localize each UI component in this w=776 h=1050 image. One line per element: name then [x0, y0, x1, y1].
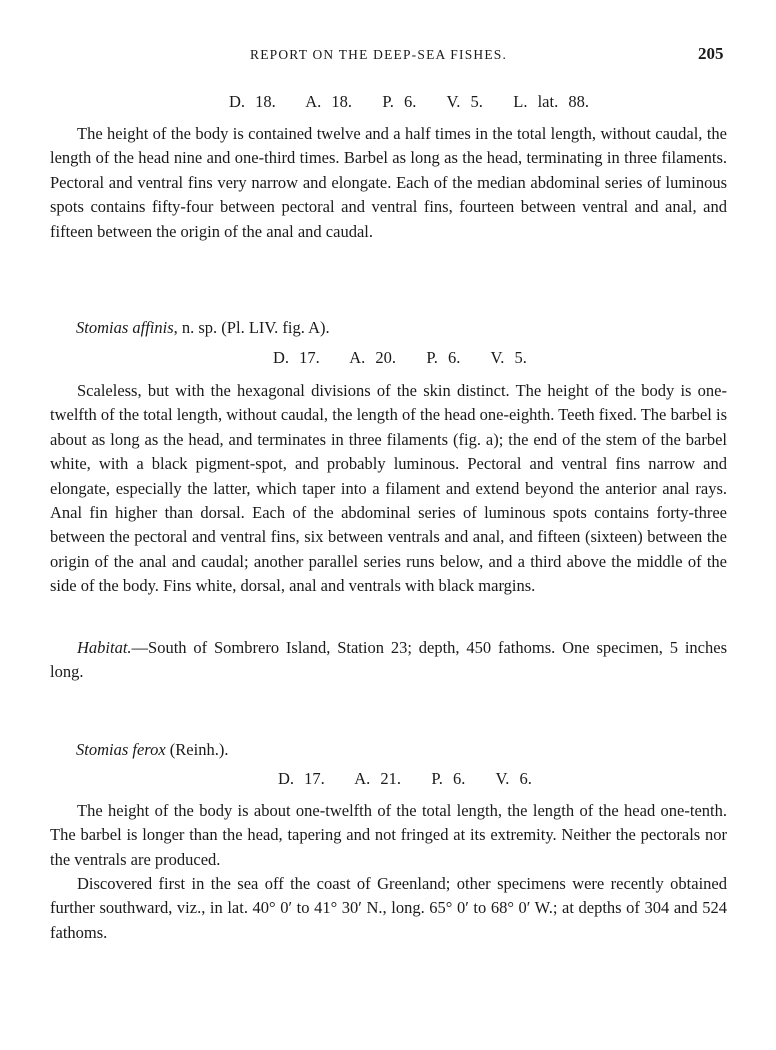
- page-number: 205: [698, 44, 724, 63]
- habitat-paragraph: [50, 636, 727, 685]
- fin-formula-1: D. 18. A. 18. P. 6. V. 5. L. lat. 88.: [229, 92, 589, 111]
- species-heading-ferox: [76, 740, 228, 760]
- description-paragraph-3: The height of the body is about one-twelfth of the total length, the length of the head one-tenth. The barbel is longer than the head, tapering and not fringed at its extremity. Neither the pectorals nor the ventrals are produced.: [50, 801, 727, 869]
- species-heading-affinis: [76, 318, 330, 338]
- running-head: REPORT ON THE DEEP-SEA FISHES.: [250, 47, 508, 62]
- habitat-label: Habitat.: [77, 638, 132, 657]
- description-paragraph-1: The height of the body is contained twelve and a half times in the total length, without caudal, the length of the head nine and one-third times. Barbel as long as the head, terminating in three filaments. Pectoral and ventral fins very narrow and elongate. Each of the median abdominal series of luminous spots contains fifty-four between pectoral and ventral fins, fourteen between ventral and anal, and fifteen between the origin of the anal and caudal.: [50, 124, 727, 241]
- species-suffix-affinis: , n. sp. (Pl. LIV. fig. A).: [173, 318, 330, 337]
- description-paragraph-2: Scaleless, but with the hexagonal divisions of the skin distinct. The height of the body is one-twelfth of the total length, without caudal, the length of the head one-eighth. Teeth fixed. The barbel is about as long as the head, and terminates in three filaments (fig. a); the end of the stem of the barbel white, with a black pigment-spot, and probably luminous. Pectoral and ventral fins narrow and elongate, especially the latter, which taper into a filament and extend beyond the anterior anal rays. Anal fin higher than dorsal. Each of the abdominal series of luminous spots contains forty-three between the pectoral and ventral fins, six between ventrals and anal, and fifteen (sixteen) between the origin of the anal and caudal; another parallel series runs below, and a third above the middle of the side of the body. Fins white, dorsal, anal and ventrals with black margins.: [50, 381, 727, 596]
- species-name-ferox: Stomias ferox: [76, 740, 166, 759]
- species-name-affinis: Stomias affinis: [76, 318, 174, 337]
- fin-formula-2: D. 17. A. 20. P. 6. V. 5.: [273, 348, 527, 367]
- distribution-paragraph: Discovered first in the sea off the coast of Greenland; other specimens were recently obtained further southward, viz., in lat. 40° 0′ to 41° 30′ N., long. 65° 0′ to 68° 0′ W.; at depths of 304 and 524 fathoms.: [50, 874, 727, 942]
- species-suffix-ferox: (Reinh.).: [165, 740, 229, 759]
- fin-formula-3: D. 17. A. 21. P. 6. V. 6.: [278, 769, 532, 788]
- habitat-text: —South of Sombrero Island, Station 23; depth, 450 fathoms. One specimen, 5 inches long.: [50, 638, 727, 682]
